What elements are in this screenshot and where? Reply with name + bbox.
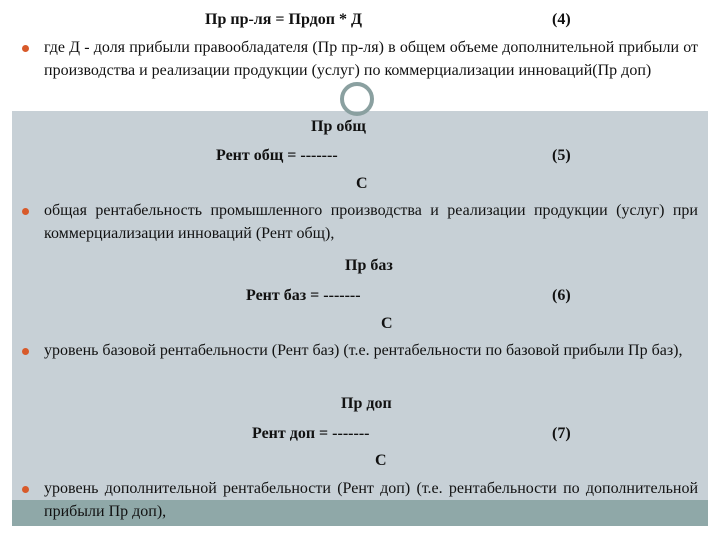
formula-6-number: (6) bbox=[552, 287, 571, 304]
formula-6-denominator: С bbox=[381, 315, 393, 332]
formula-7-numerator: Пр доп bbox=[341, 395, 392, 412]
formula-6-numerator: Пр баз bbox=[345, 257, 393, 274]
formula-5-denominator: С bbox=[356, 175, 368, 192]
bullet-text-2: общая рентабельность промышленного производства и реализации продукции (услуг) при коммерциализации инноваций (Рент общ), bbox=[44, 202, 698, 242]
bullet-icon bbox=[22, 208, 29, 215]
formula-7-denominator: С bbox=[375, 452, 387, 469]
formula-7-number: (7) bbox=[552, 425, 571, 442]
formula-5-numerator: Пр общ bbox=[311, 118, 366, 135]
bullet-text-1: где Д - доля прибыли правообладателя (Пр пр-ля) в общем объеме дополнительной прибыли от производства и реализации продукции (услуг) по коммерциализации инноваций(Пр доп) bbox=[44, 39, 698, 79]
formula-4-number: (4) bbox=[552, 11, 571, 28]
bullet-icon bbox=[22, 45, 29, 52]
formula-6-text: Рент баз = ------- bbox=[246, 287, 361, 304]
formula-4-text: Пр пр-ля = Прдоп * Д bbox=[205, 11, 362, 28]
formula-7-text: Рент доп = ------- bbox=[252, 425, 370, 442]
bullet-icon bbox=[22, 486, 29, 493]
decorative-ring-icon bbox=[340, 82, 374, 116]
bullet-text-3: уровень базовой рентабельности (Рент баз) (т.е. рентабельности по базовой прибыли Пр баз), bbox=[44, 342, 683, 359]
bottom-margin bbox=[0, 526, 720, 540]
formula-5-text: Рент общ = ------- bbox=[216, 147, 338, 164]
bullet-text-4: уровень дополнительной рентабельности (Рент доп) (т.е. рентабельности по дополнительной прибыли Пр доп), bbox=[44, 480, 698, 520]
formula-5-number: (5) bbox=[552, 147, 571, 164]
bullet-icon bbox=[22, 348, 29, 355]
